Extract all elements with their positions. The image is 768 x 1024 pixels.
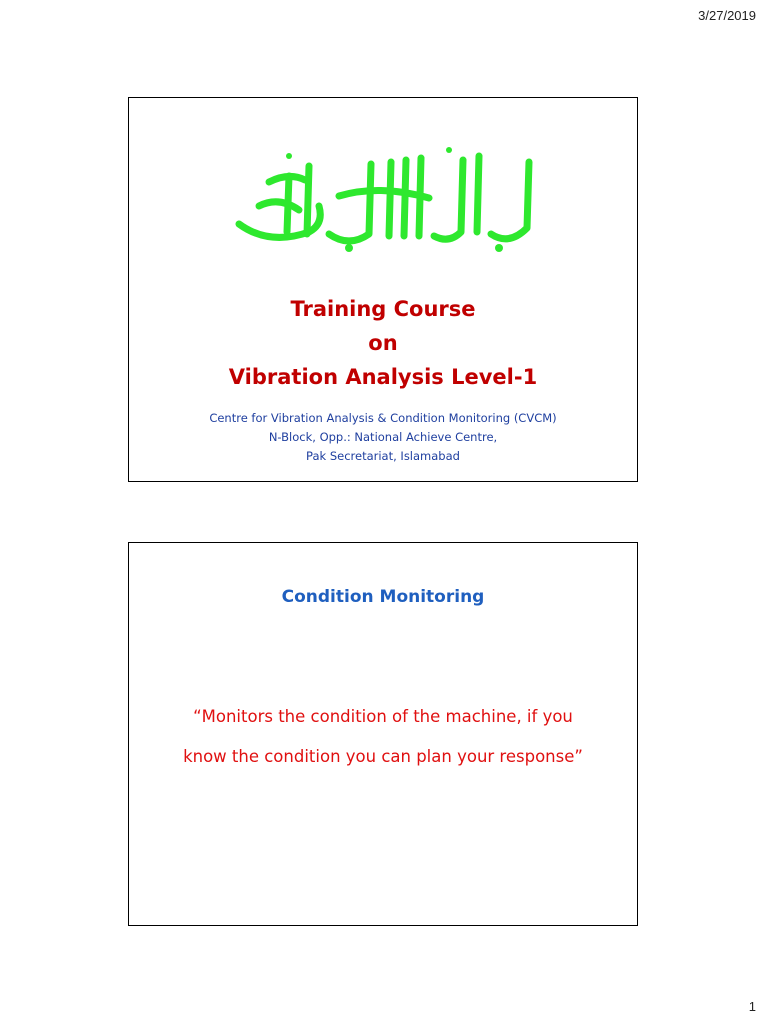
address-line: Pak Secretariat, Islamabad xyxy=(306,449,460,463)
slide-title xyxy=(128,97,638,482)
page-date: 3/27/2019 xyxy=(698,8,756,23)
title-line: on xyxy=(368,331,398,355)
slide-condition-monitoring xyxy=(128,542,638,926)
title-line: Training Course xyxy=(290,297,476,321)
definition-quote xyxy=(139,697,627,777)
title-line: Vibration Analysis Level-1 xyxy=(228,365,538,389)
address-line: Centre for Vibration Analysis & Condition Monitoring (CVCM) xyxy=(209,411,557,425)
page-number: 1 xyxy=(748,999,756,1014)
organization-address xyxy=(129,409,637,466)
bismillah-calligraphy xyxy=(229,136,539,256)
slide-heading: Condition Monitoring xyxy=(281,587,485,607)
quote-line: know the condition you can plan your response” xyxy=(183,747,583,766)
quote-line: “Monitors the condition of the machine, if you xyxy=(193,707,573,726)
course-title xyxy=(129,292,637,394)
address-line: N-Block, Opp.: National Achieve Centre, xyxy=(268,430,498,444)
